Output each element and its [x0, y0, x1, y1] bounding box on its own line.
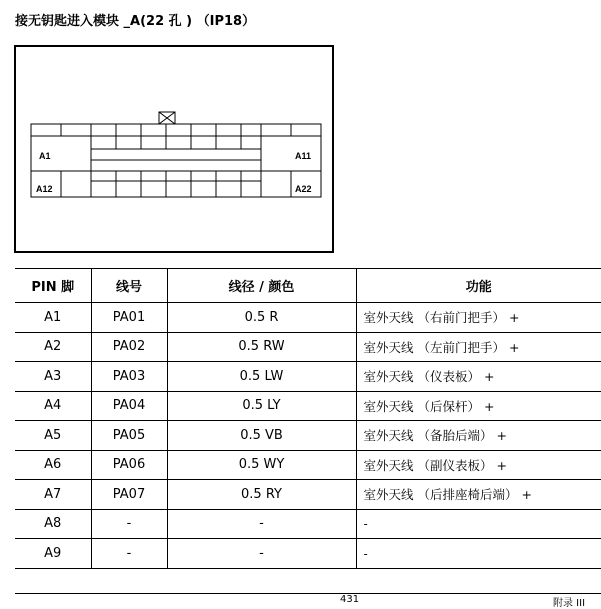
- cell-wire: PA04: [91, 391, 167, 421]
- pin-label-a22: A22: [295, 184, 312, 194]
- cell-pin: A8: [15, 509, 91, 539]
- cell-function: 室外天线 （备胎后端） +: [356, 421, 601, 451]
- cell-pin: A6: [15, 450, 91, 480]
- table-row: [15, 332, 601, 362]
- cell-wire: PA03: [91, 362, 167, 392]
- cell-function: 室外天线 （后保杆） +: [356, 391, 601, 421]
- connector-diagram: [14, 45, 334, 253]
- cell-wire: PA07: [91, 480, 167, 510]
- cell-pin: A3: [15, 362, 91, 392]
- cell-pin: A2: [15, 332, 91, 362]
- table-row: [15, 362, 601, 392]
- header-function: 功能: [356, 269, 601, 303]
- cell-wire: PA01: [91, 303, 167, 333]
- page-number: 431: [340, 594, 360, 605]
- table-row: [15, 450, 601, 480]
- cell-size-color: 0.5 RW: [167, 332, 356, 362]
- page-title: 接无钥匙进入模块 _A(22 孔 ) （IP18）: [15, 14, 256, 29]
- header-wire: 线号: [91, 269, 167, 303]
- cell-wire: PA06: [91, 450, 167, 480]
- table-row: [15, 391, 601, 421]
- cell-function: 室外天线 （仪表板） +: [356, 362, 601, 392]
- cell-pin: A5: [15, 421, 91, 451]
- header-size-color: 线径 / 颜色: [167, 269, 356, 303]
- cell-size-color: -: [167, 509, 356, 539]
- cell-wire: -: [91, 509, 167, 539]
- cell-function: -: [356, 539, 601, 569]
- pin-table-header: [15, 269, 601, 303]
- pin-label-a1: A1: [39, 151, 51, 161]
- cell-size-color: 0.5 LW: [167, 362, 356, 392]
- cell-size-color: 0.5 R: [167, 303, 356, 333]
- cell-pin: A4: [15, 391, 91, 421]
- footer-section: 附录 III: [553, 598, 586, 609]
- table-row: [15, 539, 601, 569]
- pin-label-a12: A12: [36, 184, 53, 194]
- cell-function: -: [356, 509, 601, 539]
- header-pin: PIN 脚: [15, 269, 91, 303]
- cell-wire: PA02: [91, 332, 167, 362]
- cell-size-color: 0.5 VB: [167, 421, 356, 451]
- table-row: [15, 509, 601, 539]
- cell-wire: -: [91, 539, 167, 569]
- cell-size-color: -: [167, 539, 356, 569]
- table-row: [15, 421, 601, 451]
- cell-pin: A7: [15, 480, 91, 510]
- cell-wire: PA05: [91, 421, 167, 451]
- cell-size-color: 0.5 LY: [167, 391, 356, 421]
- table-row: [15, 480, 601, 510]
- cell-function: 室外天线 （副仪表板） +: [356, 450, 601, 480]
- connector-drawing: [16, 47, 334, 253]
- cell-pin: A9: [15, 539, 91, 569]
- cell-pin: A1: [15, 303, 91, 333]
- footer-rule: [15, 593, 601, 594]
- cell-function: 室外天线 （后排座椅后端） +: [356, 480, 601, 510]
- cell-function: 室外天线 （右前门把手） +: [356, 303, 601, 333]
- pin-table: [15, 268, 601, 569]
- cell-size-color: 0.5 WY: [167, 450, 356, 480]
- cell-function: 室外天线 （左前门把手） +: [356, 332, 601, 362]
- cell-size-color: 0.5 RY: [167, 480, 356, 510]
- pin-label-a11: A11: [295, 151, 312, 161]
- table-row: [15, 303, 601, 333]
